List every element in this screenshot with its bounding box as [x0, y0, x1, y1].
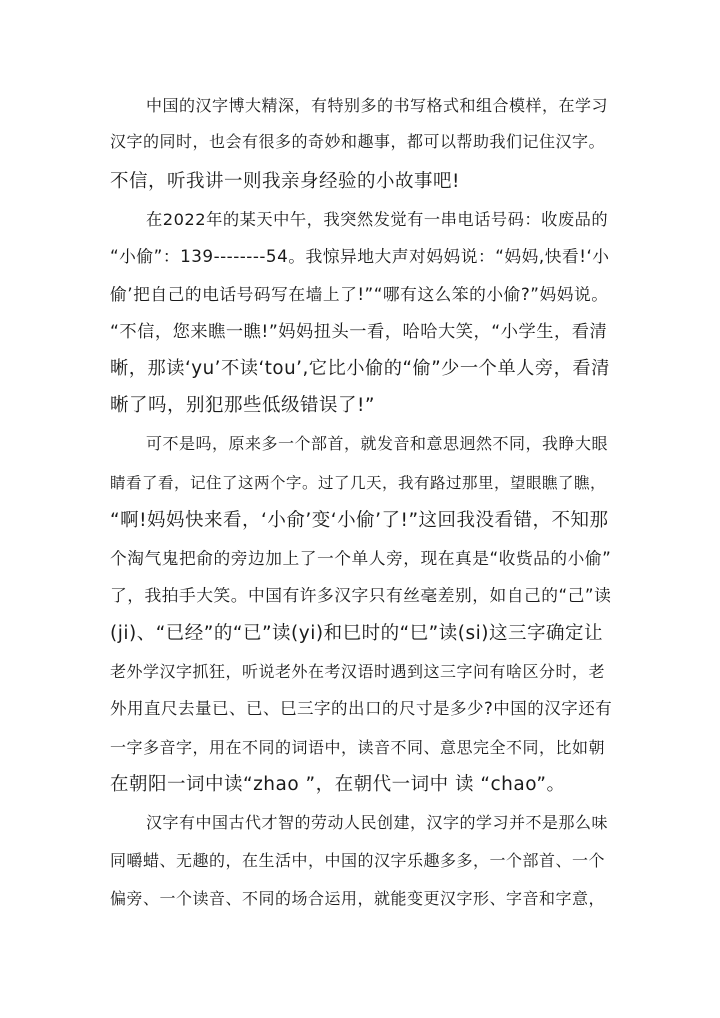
text-line: 老外学汉字抓狂，听说老外在考汉语时遇到这三字问有啥区分时，老: [110, 662, 606, 681]
text-line: “小偷”：139--------54。我惊异地大声对妈妈说：“妈妈,快看!‘小: [110, 246, 610, 266]
text-line: 晰，那读‘yu’不读‘tou’,它比小偷的“偷”少一个单人旁，看清: [110, 358, 610, 379]
text-line: 了，我拍手大笑。中国有许多汉字只有丝毫差别，如自己的“己”读: [110, 585, 612, 605]
text-line: 汉字的同时，也会有很多的奇妙和趣事，都可以帮助我们记住汉字。: [110, 132, 606, 151]
text-line: 偷’把自己的电话号码写在墙上了!”“哪有这么笨的小偷?”妈妈说。: [110, 284, 609, 304]
text-line: 外用直尺去量已、已、巳三字的出口的尺寸是多少?中国的汉字还有: [110, 699, 613, 718]
text-line: 同嚼蜡、无趣的，在生活中，中国的汉字乐趣多多，一个部首、一个: [110, 851, 606, 870]
text-line: 可不是吗，原来多一个部首，就发音和意思迥然不同，我睁大眼: [146, 434, 609, 453]
text-line: 一字多音字，用在不同的词语中，读音不同、意思完全不同，比如朝: [110, 738, 606, 757]
text-line: 汉字有中国古代才智的劳动人民创建，汉字的学习并不是那么味: [146, 813, 609, 832]
text-line: “啊!妈妈快来看，‘小俞’变‘小偷’了!”这回我没看错，不知那: [110, 510, 609, 531]
text-line: 睛看了看，记住了这两个字。过了几天，我有路过那里，望眼瞧了瞧，: [110, 474, 607, 492]
text-line: 不信，听我讲一则我亲身经验的小故事吧!: [110, 171, 460, 192]
text-line: 在2022年的某天中午，我突然发觉有一串电话号码：收废品的: [146, 210, 609, 229]
text-line: 中国的汉字博大精深，有特别多的书写格式和组合模样，在学习: [146, 96, 609, 115]
text-line: 在朝阳一词中读“zhao ”，在朝代一词中 读 “chao”。: [110, 774, 566, 795]
text-line: (ji)、“已经”的“已”读(yi)和巳时的“巳”读(si)这三字确定让: [110, 623, 603, 644]
text-line: 个淘气鬼把俞的旁边加上了一个单人旁，现在真是“收赀品的小偷”: [110, 548, 612, 568]
text-line: 偏旁、一个读音、不同的场合运用，就能变更汉字形、字音和字意，: [110, 889, 606, 908]
text-line: “不信，您来瞧一瞧!”妈妈扭头一看，哈哈大笑，“小学生，看清: [110, 322, 608, 342]
text-line: 晰了吗，别犯那些低级错误了!”: [110, 395, 376, 416]
